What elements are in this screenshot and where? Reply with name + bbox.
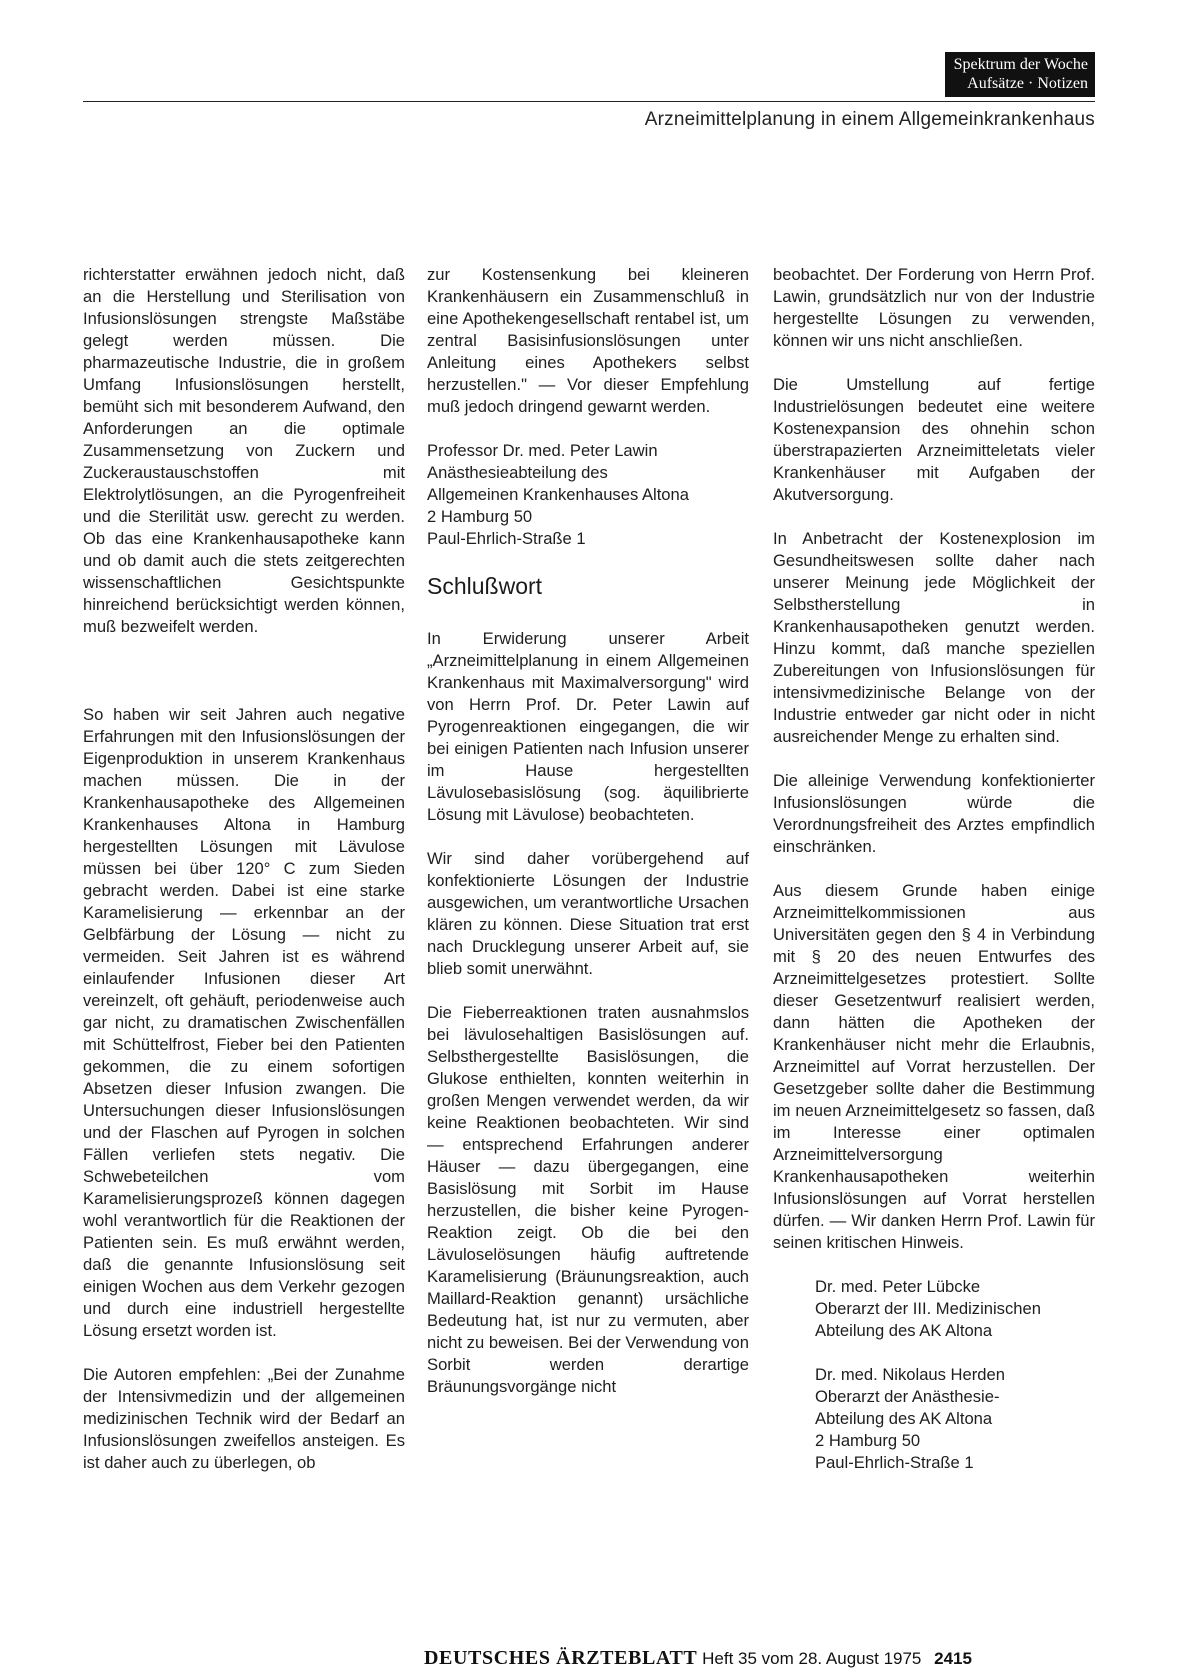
journal-name: DEUTSCHES ÄRZTEBLATT (424, 1647, 698, 1669)
signature-2 (815, 1364, 1095, 1474)
paragraph: So haben wir seit Jahren auch negative Erfahrungen mit den Infusionslösungen der Eigenproduktion in unserem Krankenhaus machen müssen. Die in der Krankenhausapotheke des Allgemeinen Krankenhauses Altona in Hamburg hergestellten Lösungen mit Lävulose müssen bei über 120° C zum Sieden gebracht werden. Dabei ist eine starke Karamelisierung — erkennbar an der Gelbfärbung der Lösung — nicht zu vermeiden. Seit Jahren ist es während einlaufender Infusionen dieser Art vereinzelt, oft gehäuft, periodenweise auch gar nicht, zu dramatischen Zwischenfällen mit Schüttelfrost, Fieber bei den Patienten gekommen, die zu einem sofortigen Absetzen dieser Infusion zwangen. Die Untersuchungen dieser Infusionslösungen und der Flaschen auf Pyrogen in solchen Fällen verliefen stets negativ. Die Schwebeteilchen vom Karamelisierungsprozeß können dagegen wohl verantwortlich für die Reaktionen der Patienten sein. Es muß erwähnt werden, daß die genannte Infusionslösung seit einigen Wochen aus dem Verkehr gezogen und durch eine industriell hergestellte Lösung ersetzt worden ist. (83, 705, 405, 1340)
signature-line: Oberarzt der Anästhesie- (815, 1387, 1000, 1406)
signature-line: Abteilung des AK Altona (815, 1321, 993, 1340)
signature-line: 2 Hamburg 50 (815, 1431, 921, 1450)
author-address (427, 440, 749, 550)
signature-line: Paul-Ehrlich-Straße 1 (815, 1453, 974, 1472)
address-line: Allgemeinen Krankenhauses Altona (427, 485, 689, 504)
paragraph: Wir sind daher vorübergehend auf konfektionierte Lösungen der Industrie ausgewichen, um verantwortliche Ursachen klären zu können. Diese Situation trat erst nach Drucklegung unserer Arbeit auf, sie blieb somit unerwähnt. (427, 849, 749, 978)
address-line: Paul-Ehrlich-Straße 1 (427, 529, 586, 548)
section-heading: Schlußwort (427, 573, 543, 599)
signature-line: Oberarzt der III. Medizinischen (815, 1299, 1041, 1318)
section-tag (945, 52, 1095, 97)
running-title: Arzneimittelplanung in einem Allgemeinkrankenhaus (644, 109, 1095, 130)
page-number: 2415 (934, 1649, 972, 1668)
paragraph: In Anbetracht der Kostenexplosion im Gesundheitswesen sollte daher nach unserer Meinung jede Möglichkeit der Selbstherstellung in Krankenhausapotheken genutzt werden. Hinzu kommt, daß manche speziellen Zubereitungen von Infusionslösungen für intensivmedizinische Belange von der Industrie entweder gar nicht oder in nicht ausreichender Menge zu erhalten sind. (773, 529, 1095, 746)
signatures (773, 1276, 1095, 1474)
paragraph: zur Kostensenkung bei kleineren Krankenhäusern ein Zusammenschluß in eine Apothekengesellschaft rentabel ist, um zentral Basisinfusionslösungen unter Anleitung eines Apothekers selbst herzustellen." — Vor dieser Empfehlung muß jedoch dringend gewarnt werden. (427, 265, 749, 416)
paragraph: Die alleinige Verwendung konfektionierter Infusionslösungen würde die Verordnungsfreiheit des Arztes empfindlich einschränken. (773, 771, 1095, 856)
section-tag-line-2: Aufsätze · Notizen (967, 75, 1088, 92)
signature-1 (815, 1276, 1095, 1342)
column-3 (773, 264, 1095, 1496)
paragraph: Die Autoren empfehlen: „Bei der Zunahme der Intensivmedizin und der allgemeinen medizinischen Technik wird der Bedarf an Infusionslösungen zweifellos ansteigen. Es ist daher auch zu überlegen, ob (83, 1365, 405, 1472)
paragraph: Die Umstellung auf fertige Industrielösungen bedeutet eine weitere Kostenexpansion des ohnehin schon überstrapazierten Arzneimitteletats vieler Krankenhäuser mit Aufgaben der Akutversorgung. (773, 375, 1095, 504)
signature-line: Dr. med. Peter Lübcke (815, 1277, 981, 1296)
signature-line: Dr. med. Nikolaus Herden (815, 1365, 1005, 1384)
column-2 (427, 264, 749, 1420)
paragraph: Die Fieberreaktionen traten ausnahmslos bei lävulosehaltigen Basislösungen auf. Selbsthergestellte Basislösungen, die Glukose enthielten, konnten weiterhin in großen Mengen verwendet werden, da wir keine Reaktionen beobachteten. Wir sind — entsprechend Erfahrungen anderer Häuser — dazu übergegangen, eine Basislösung mit Sorbit im Hause herzustellen, die bisher keine Pyrogen-Reaktion zeigt. Ob die bei den Lävuloselösungen häufig auftretende Karamelisierung (Bräunungsreaktion, auch Maillard-Reaktion genannt) ursächliche Bedeutung hat, ist nur zu vermuten, aber nicht zu beweisen. Bei der Verwendung von Sorbit werden derartige Bräunungsvorgänge nicht (427, 1003, 749, 1396)
paragraph: beobachtet. Der Forderung von Herrn Prof. Lawin, grundsätzlich nur von der Industrie hergestellte Lösungen zu verwenden, können wir uns nicht anschließen. (773, 265, 1095, 350)
paragraph: richterstatter erwähnen jedoch nicht, daß an die Herstellung und Sterilisation von Infusionslösungen strengste Maßstäbe gelegt werden müssen. Die pharmazeutische Industrie, die in großem Umfang Infusionslösungen herstellt, bemüht sich mit besonderem Aufwand, den Anforderungen an die optimale Zusammensetzung von Zuckern und Zuckeraustauschstoffen mit Elektrolytlösungen, an die Pyrogenfreiheit und die Sterilität usw. gerecht zu werden. Ob das eine Krankenhausapotheke kann und ob damit auch die stets zeitgerechten wissenschaftlichen Gesichtspunkte hinreichend berücksichtigt werden können, muß bezweifelt werden. (83, 265, 405, 636)
paragraph: In Erwiderung unserer Arbeit „Arzneimittelplanung in einem Allgemeinen Krankenhaus mit Maximalversorgung" wird von Herrn Prof. Dr. Peter Lawin auf Pyrogenreaktionen eingegangen, die wir bei einigen Patienten nach Infusion unserer im Hause hergestellten Lävulosebasislösung (sog. äquilibrierte Lösung mit Lävulose) beobachteten. (427, 629, 749, 824)
address-line: Professor Dr. med. Peter Lawin (427, 441, 658, 460)
page-footer (424, 1647, 972, 1670)
paragraph: Aus diesem Grunde haben einige Arzneimittelkommissionen aus Universitäten gegen den § 4 in Verbindung mit § 20 des neuen Entwurfes des Arzneimittelgesetzes protestiert. Sollte dieser Gesetzentwurf realisiert werden, dann hätten die Apotheken der Krankenhäuser nicht mehr die Erlaubnis, Arzneimittel auf Vorrat herzustellen. Der Gesetzgeber sollte daher die Bestimmung im neuen Arzneimittelgesetz so fassen, daß im Interesse einer optimalen Arzneimittelversorgung Krankenhausapotheken weiterhin Infusionslösungen auf Vorrat herstellen dürfen. — Wir danken Herrn Prof. Lawin für seinen kritischen Hinweis. (773, 881, 1095, 1252)
signature-line: Abteilung des AK Altona (815, 1409, 993, 1428)
section-tag-line-1: Spektrum der Woche (953, 56, 1088, 73)
issue-info: Heft 35 vom 28. August 1975 (702, 1649, 922, 1668)
address-line: 2 Hamburg 50 (427, 507, 533, 526)
column-1 (83, 264, 405, 1496)
address-line: Anästhesieabteilung des (427, 463, 608, 482)
header-rule (83, 101, 1095, 102)
